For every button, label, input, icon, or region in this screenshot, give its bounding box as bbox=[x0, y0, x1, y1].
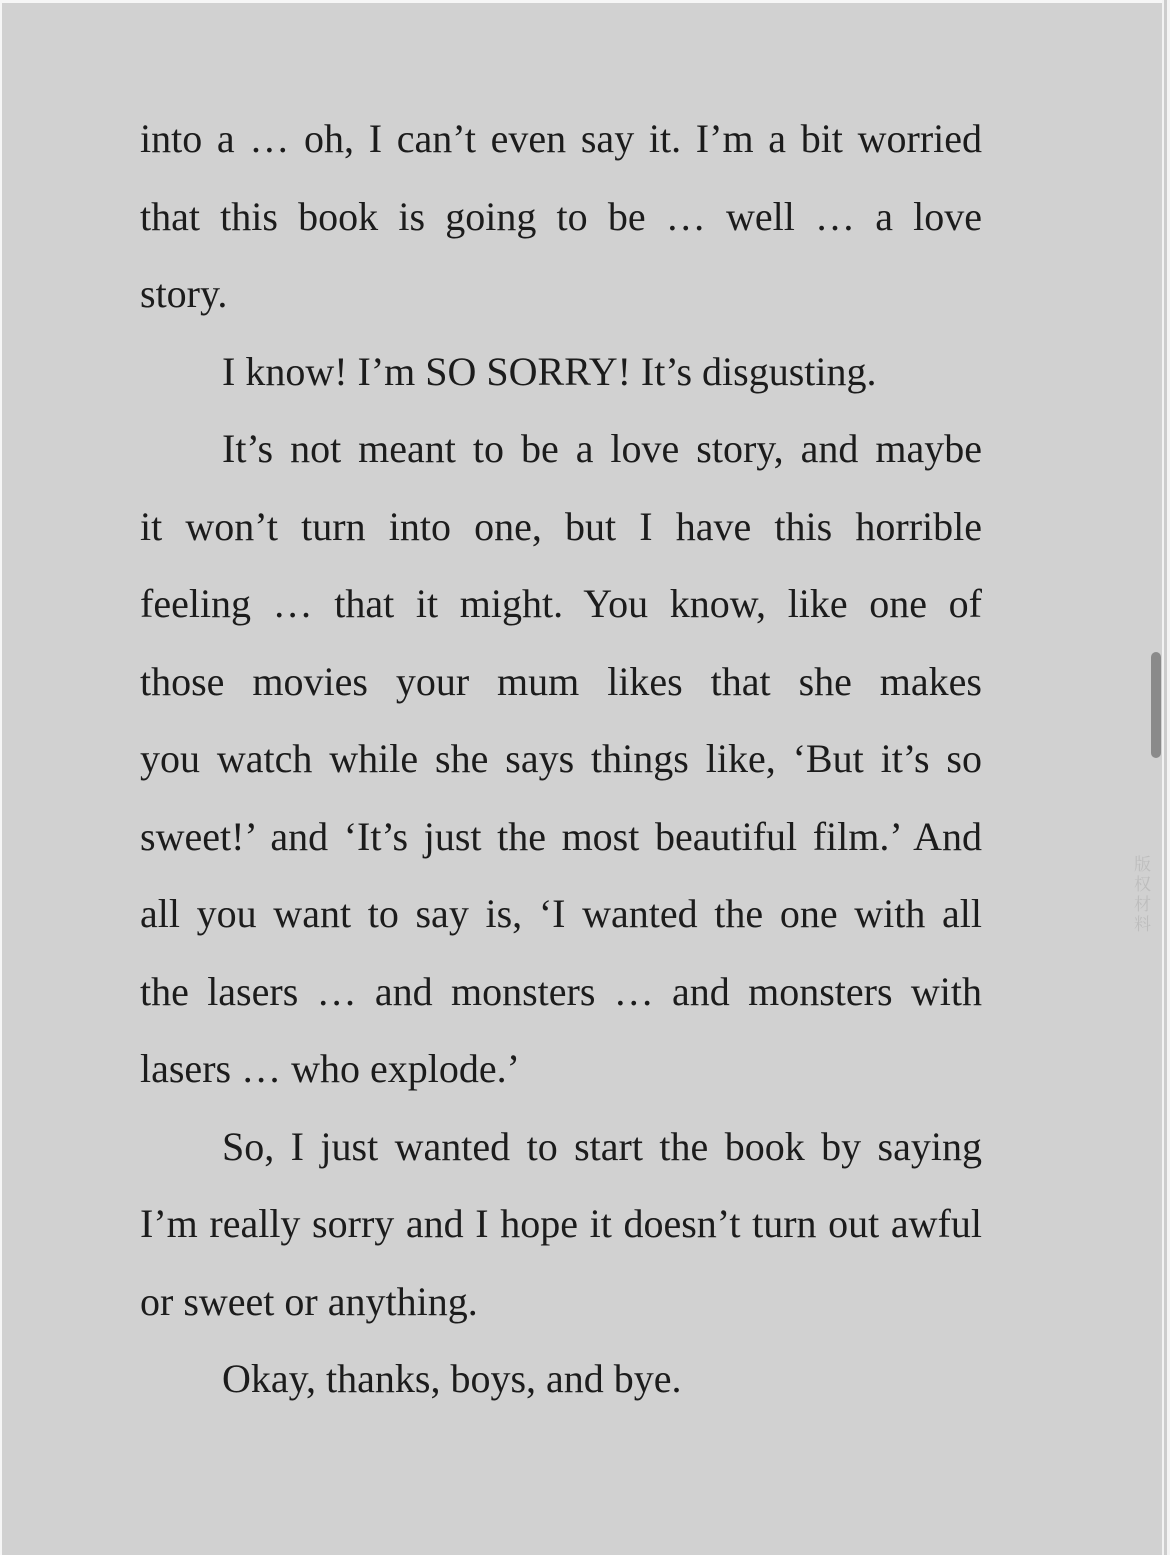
text-line-content: that this book is going to be … well … a love bbox=[140, 193, 982, 239]
scrollbar-track[interactable] bbox=[1162, 0, 1170, 1555]
text-line-content: lasers … who explode.’ bbox=[140, 1046, 520, 1091]
text-line bbox=[140, 565, 982, 643]
text-line-content: It’s not meant to be a love story, and maybe bbox=[222, 426, 982, 471]
text-line bbox=[140, 643, 982, 721]
text-line-content: all you want to say is, ‘I wanted the one with all bbox=[140, 891, 982, 936]
text-line bbox=[140, 1263, 982, 1341]
text-line bbox=[140, 1108, 982, 1186]
text-line bbox=[140, 100, 982, 178]
scrollbar-thumb[interactable] bbox=[1151, 652, 1161, 758]
text-line-content: I’m really sorry and I hope it doesn’t turn out awful bbox=[140, 1201, 982, 1246]
text-line bbox=[140, 720, 982, 798]
text-line bbox=[140, 798, 982, 876]
text-line-content: it won’t turn into one, but I have this horrible bbox=[140, 503, 982, 549]
page-text bbox=[140, 100, 982, 1418]
text-line bbox=[140, 488, 982, 566]
text-line bbox=[140, 333, 982, 411]
copyright-watermark: 版权材料 bbox=[1131, 855, 1150, 935]
book-page bbox=[2, 3, 1162, 1555]
text-line-content: story. bbox=[140, 271, 228, 316]
text-line-content: So, I just wanted to start the book by saying bbox=[222, 1123, 982, 1169]
text-line-content: feeling … that it might. You know, like one of bbox=[140, 581, 982, 626]
text-line-content: Okay, thanks, boys, and bye. bbox=[222, 1356, 682, 1401]
text-line bbox=[140, 410, 982, 488]
text-line-content: you watch while she says things like, ‘But it’s so bbox=[140, 736, 982, 781]
text-line-content: or sweet or anything. bbox=[140, 1278, 478, 1324]
text-line bbox=[140, 1340, 982, 1418]
text-line-content: those movies your mum likes that she makes bbox=[140, 658, 982, 704]
text-line bbox=[140, 178, 982, 256]
text-line-content: into a … oh, I can’t even say it. I’m a bit worried bbox=[140, 116, 982, 161]
text-line bbox=[140, 1185, 982, 1263]
text-line bbox=[140, 1030, 982, 1108]
text-line bbox=[140, 255, 982, 333]
text-line bbox=[140, 953, 982, 1031]
text-line-content: I know! I’m SO SORRY! It’s disgusting. bbox=[222, 348, 877, 394]
text-line-content: the lasers … and monsters … and monsters with bbox=[140, 968, 982, 1014]
text-line bbox=[140, 875, 982, 953]
text-line-content: sweet!’ and ‘It’s just the most beautiful film.’ And bbox=[140, 813, 982, 859]
